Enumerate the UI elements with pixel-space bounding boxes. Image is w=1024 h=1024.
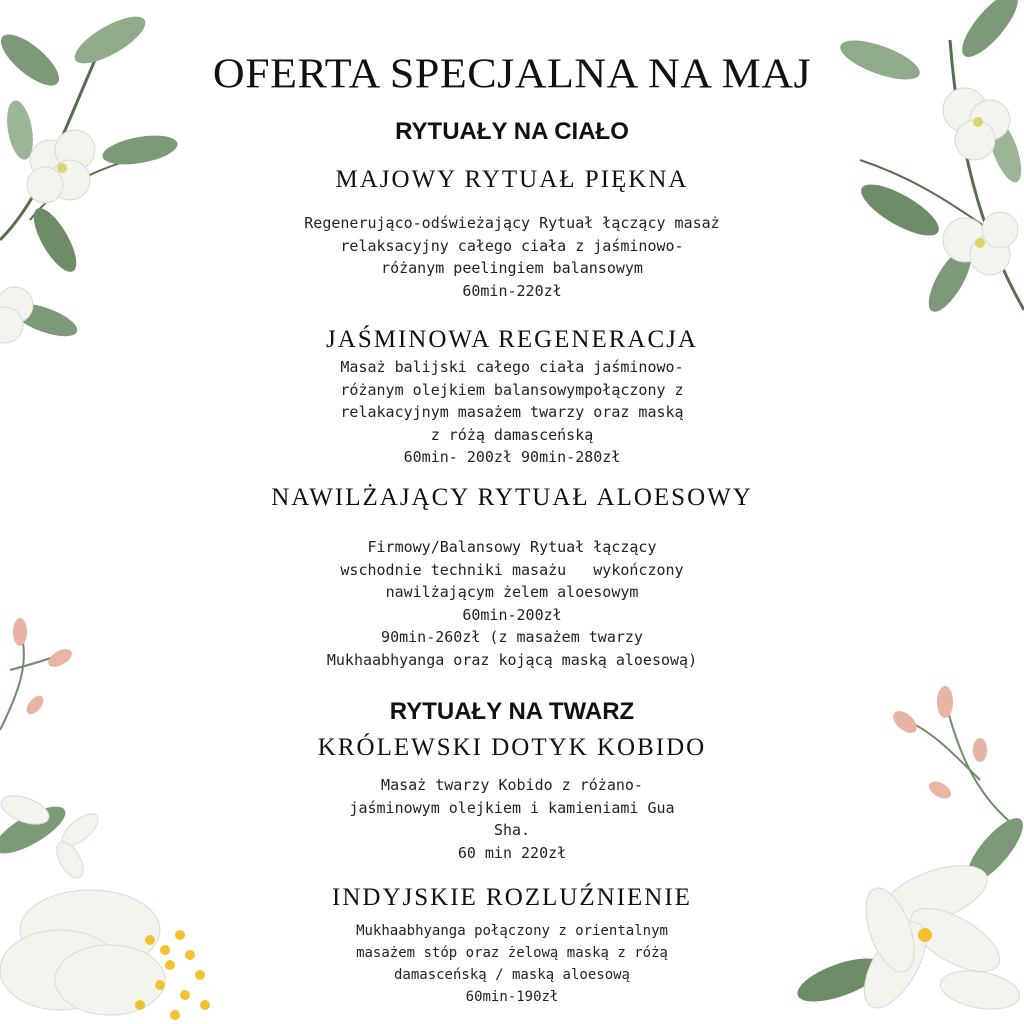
description-line: różanym peelingiem balansowym [381, 259, 643, 277]
description-line: Regenerująco-odświeżający Rytuał łączący masaż [304, 214, 720, 232]
description-line: Masaż twarzy Kobido z różano- [381, 776, 643, 794]
price-line: 60min- 200zł 90min-280zł [403, 448, 621, 466]
price-line: 60min-200zł [462, 605, 562, 624]
description-line: Mukhaabhyanga połączony z orientalnym [356, 923, 668, 939]
section-heading-face: RYTUAŁY NA TWARZ [389, 698, 635, 725]
description-line: wschodnie techniki masażu wykończony [340, 560, 684, 579]
description-line: Sha. [493, 821, 531, 839]
ritual-description [0, 920, 1024, 1008]
description-line: relakacyjnym masażem twarzy oraz maską [340, 403, 684, 421]
ritual-title: KRÓLEWSKI DOTYK KOBIDO [317, 734, 707, 761]
ritual-description [0, 212, 1024, 302]
description-line: damasceńską / maską aloesową [393, 967, 630, 983]
ritual-description [0, 356, 1024, 469]
ritual-title: JAŚMINOWA REGENERACJA [326, 326, 698, 353]
ritual-title: MAJOWY RYTUAŁ PIĘKNA [335, 166, 689, 193]
description-line: Masaż balijski całego ciała jaśminowo- [340, 358, 684, 376]
price-line: 60 min 220zł [457, 843, 567, 862]
section-heading-body: RYTUAŁY NA CIAŁO [395, 118, 629, 145]
ritual-description [0, 536, 1024, 671]
description-line: relaksacyjny całego ciała z jaśminowo- [340, 236, 684, 255]
description-line: jaśminowym olejkiem i kamieniami Gua [349, 798, 675, 817]
description-line: z różą damasceńską [430, 425, 594, 444]
description-line: masażem stóp oraz żelową maską z różą [356, 945, 668, 961]
price-line: 90min-260zł (z masażem twarzy [381, 628, 643, 646]
page-title: OFERTA SPECJALNA NA MAJ [212, 50, 812, 97]
description-line: Firmowy/Balansowy Rytuał łączący [367, 538, 657, 556]
price-line: 60min-220zł [462, 281, 562, 300]
ritual-description [0, 774, 1024, 864]
description-line: Mukhaabhyanga oraz kojącą maską aloesową) [326, 650, 698, 669]
ritual-title: NAWILŻAJĄCY RYTUAŁ ALOESOWY [271, 484, 753, 511]
description-line: różanym olejkiem balansowympołączony z [340, 380, 684, 399]
price-line: 60min-190zł [465, 989, 559, 1005]
ritual-title: INDYJSKIE ROZLUŹNIENIE [332, 884, 692, 911]
description-line: nawilżającym żelem aloesowym [385, 583, 639, 601]
